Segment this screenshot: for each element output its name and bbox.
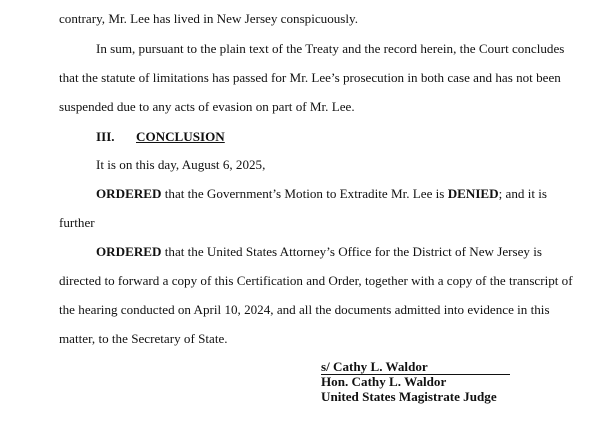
judge-title-text: United States Magistrate Judge — [321, 389, 497, 404]
denied-keyword: DENIED — [447, 186, 499, 201]
order-text: that the Government’s Motion to Extradite Mr. Lee is — [161, 186, 448, 201]
paragraph-line — [59, 99, 355, 115]
paragraph-text: that the statute of limitations has passed for Mr. Lee’s prosecution in both case and has not been — [59, 70, 561, 85]
paragraph-line — [59, 11, 358, 27]
section-number: III. — [96, 129, 115, 144]
paragraph-text: suspended due to any acts of evasion on part of Mr. Lee. — [59, 99, 355, 114]
order-text: further — [59, 215, 95, 230]
order-text: matter, to the Secretary of State. — [59, 331, 228, 346]
order-line — [59, 331, 228, 347]
paragraph-text: In sum, pursuant to the plain text of the Treaty and the record herein, the Court concludes — [96, 41, 565, 56]
paragraph-line — [59, 70, 561, 86]
section-heading — [96, 129, 225, 145]
order-line — [59, 273, 573, 289]
order-line — [59, 215, 95, 231]
judge-name — [321, 374, 446, 390]
judge-name-text: Hon. Cathy L. Waldor — [321, 374, 447, 389]
ordered-keyword: ORDERED — [96, 186, 162, 201]
paragraph-line — [96, 41, 564, 57]
date-line — [96, 157, 265, 173]
ordered-keyword: ORDERED — [96, 244, 162, 259]
order-text: the hearing conducted on April 10, 2024, and all the documents admitted into evidence in this — [59, 302, 550, 317]
section-title: CONCLUSION — [136, 129, 225, 144]
order-line — [96, 244, 542, 260]
order-text: directed to forward a copy of this Certification and Order, together with a copy of the transcript of — [59, 273, 573, 288]
judge-title — [321, 389, 497, 405]
paragraph-text: contrary, Mr. Lee has lived in New Jersey conspicuously. — [59, 11, 359, 26]
electronic-signature: s/ Cathy L. Waldor — [321, 359, 428, 374]
order-text: that the United States Attorney’s Office for the District of New Jersey is — [161, 244, 542, 259]
order-line — [59, 302, 550, 318]
signature-line — [321, 360, 510, 375]
order-line — [96, 186, 547, 202]
order-text: ; and it is — [498, 186, 547, 201]
date-text: It is on this day, August 6, 2025, — [96, 157, 266, 172]
